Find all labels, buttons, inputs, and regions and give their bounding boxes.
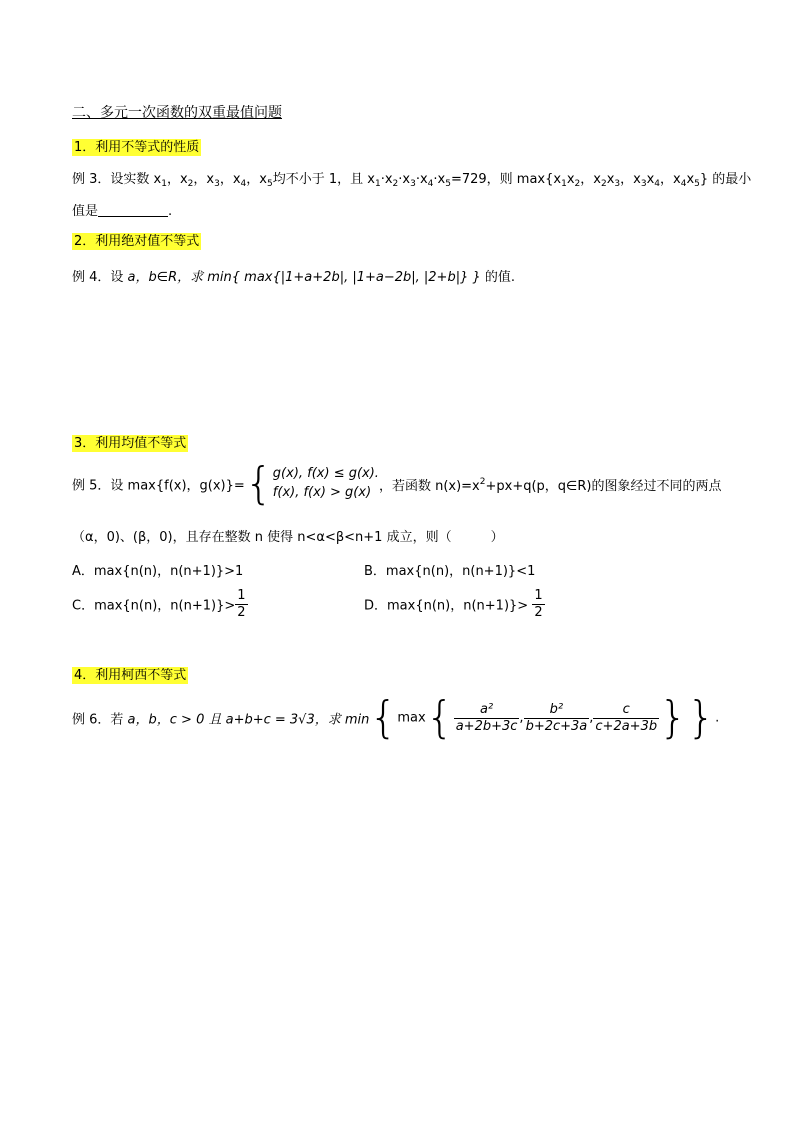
ex3-sub-5: 5 xyxy=(266,179,273,189)
option-d-label: D．max{n(n)，n(n+1)}> xyxy=(364,598,529,614)
ex6-max: max xyxy=(397,710,426,726)
example-4 xyxy=(72,266,515,285)
example-6: 例 6．若 a，b，c > 0 且 a+b+c = 3√3，求 min{max{ $\frac{\text{a²}}{a+2b+3c}$ , $\frac{\text{b²}}{b+2c+3a}$ , $\frac{c}{c+2a+3b}$ }}. xyxy=(72,692,720,743)
ex3-sub-3: 3 xyxy=(214,179,220,189)
ex4-tail: 的值. xyxy=(484,270,516,285)
method-4-label: 4．利用柯西不等式 xyxy=(74,668,187,683)
half-fraction-c: $\frac{1}{2}$ xyxy=(237,588,246,620)
example-5-line2: （α，0)、(β，0)，且存在整数 n 使得 n<α<β<n+1 成立，则（ ） xyxy=(72,530,504,545)
ex6-end: . xyxy=(715,710,720,726)
example-5-line1: 例 5．设 max{f(x)，g(x)}={ g(x), f(x) ≤ g(x). f(x), f(x) > g(x) ，若函数 $n(x)=x^2+px+q(p$，q∈R)的图象经过不同的两点 xyxy=(72,458,722,509)
ex4-expr: a，b∈R，求 min{ max{|1+a+2b|, |1+a−2b|, |2+b|} } xyxy=(127,270,481,285)
ex3-sub-1: 1 xyxy=(161,179,167,189)
ex3-sub-2: 2 xyxy=(187,179,194,189)
fraction-3: $\frac{c}{c+2a+3b}$ xyxy=(595,701,658,734)
answer-blank[interactable] xyxy=(98,204,168,217)
example-3-line2 xyxy=(72,200,172,219)
half-fraction-d: $\frac{1}{2}$ xyxy=(534,588,543,620)
option-b[interactable]: B．max{n(n)，n(n+1)}<1 xyxy=(364,564,536,579)
fraction-1: $\frac{\text{a²}}{a+2b+3c}$ xyxy=(455,701,518,734)
piecewise-cases xyxy=(273,465,379,503)
ex3-text-b: } 的最小 xyxy=(699,172,752,187)
ex5-mid: ，若函数 n(x)=x xyxy=(378,478,480,494)
example-3-line1: 例 3．设实数 $x_1$，$x_2$，$x_3$，$x_4$，$x_5$均不小于 1，且 $x_1\cdot x_2\cdot x_3\cdot x_4\cdot x_5=729$，则 $\max\{x_1x_2$，$x_2x_3$，$x_3x_4$，$x_4x_5$} 的最小 xyxy=(72,172,752,189)
ex6-lead: 例 6．若 xyxy=(72,712,124,728)
fraction-2: $\frac{\text{b²}}{b+2c+3a}$ xyxy=(525,701,588,734)
case-2: f(x), f(x) > g(x) xyxy=(272,485,372,500)
method-3-label: 3．利用均值不等式 xyxy=(74,436,187,451)
cases-brace: { xyxy=(244,458,273,509)
option-c[interactable] xyxy=(72,588,248,620)
option-c-label: C．max{n(n)，n(n+1)}> xyxy=(72,598,236,614)
ex5-lead: 例 5．设 max{f(x)，g(x)}= xyxy=(72,478,245,494)
ex4-lead: 例 4．设 xyxy=(72,270,124,285)
method-1-label: 1．利用不等式的性质 xyxy=(74,140,200,155)
ex3-lead: 例 3．设实数 x xyxy=(72,172,162,187)
ex6-cond: a，b，c > 0 且 a+b+c = 3√3，求 min xyxy=(127,712,370,728)
method-2-label: 2．利用绝对值不等式 xyxy=(74,234,200,249)
method-2-heading xyxy=(72,230,201,249)
section-title: 二、多元一次函数的双重最值问题 xyxy=(72,105,282,121)
option-a[interactable]: A．max{n(n)，n(n+1)}>1 xyxy=(72,564,244,579)
method-4-heading xyxy=(72,664,188,683)
case-1: g(x), f(x) ≤ g(x). xyxy=(272,466,379,482)
option-d[interactable] xyxy=(364,588,545,620)
method-3-heading xyxy=(72,432,188,451)
ex3-line2: 值是 xyxy=(72,204,99,219)
ex5-mid2: +px+q(p，q∈R)的图象经过不同的两点 xyxy=(485,478,722,494)
method-1-heading xyxy=(72,136,201,155)
ex3-sub-4: 4 xyxy=(240,179,247,189)
ex3-product-tail: =729，则 max{x xyxy=(450,172,562,187)
ex3-period: . xyxy=(168,204,173,219)
ex3-text-a: 均不小于 1，且 x xyxy=(272,172,375,187)
